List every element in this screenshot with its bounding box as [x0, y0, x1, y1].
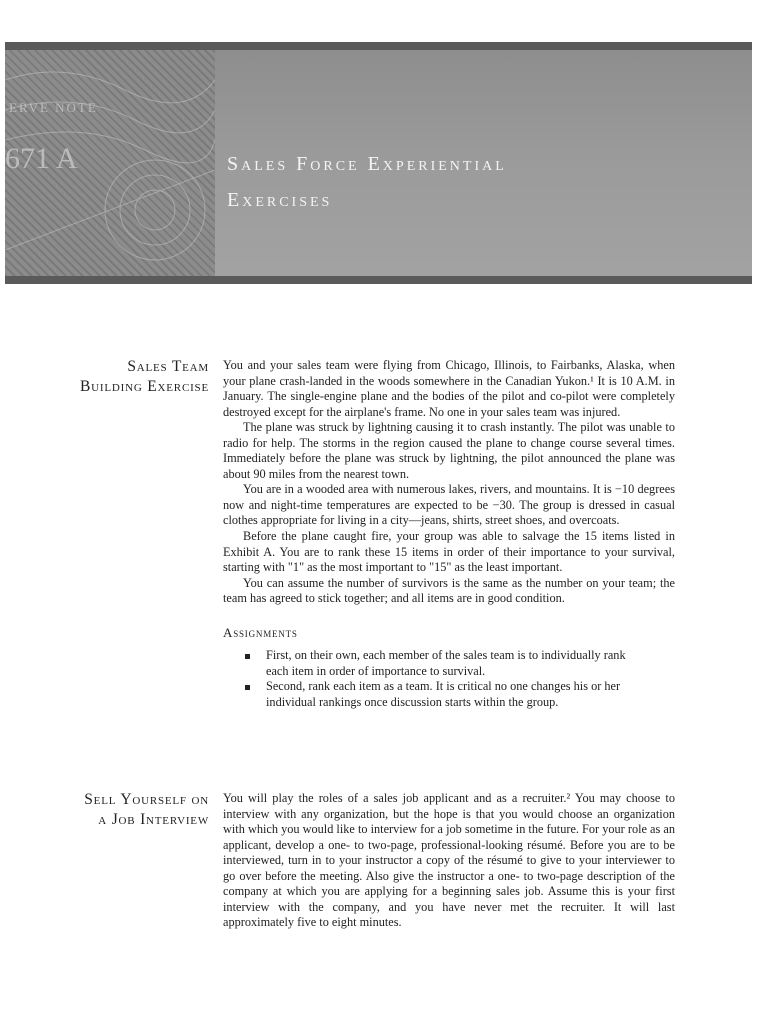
section-heading-line2: Building Exercise	[80, 378, 209, 395]
paragraph: Before the plane caught fire, your group was able to salvage the 15 items listed in Exhibit A. You are to rank these 15 items in order of their importance to your survival, starting with "1" as the most important to "15" as the least important.	[223, 529, 675, 575]
paragraph: You are in a wooded area with numerous lakes, rivers, and mountains. It is −10 degrees now and night-time temperatures are expected to be −30. The group is dressed in casual clothes appropriate for living in a city—jeans, shirts, street shoes, and overcoats.	[223, 482, 675, 528]
paragraph: You can assume the number of survivors is the same as the number on your team; the team has agreed to stick together; and all items are in good condition.	[223, 575, 675, 606]
chapter-banner	[5, 42, 752, 284]
section-heading-line1: Sales Team	[127, 358, 209, 375]
chapter-title-line2: Exercises	[227, 189, 333, 211]
banknote-pattern-icon	[5, 50, 215, 276]
assignments-heading: Assignments	[223, 624, 298, 640]
banner-currency-image	[5, 50, 215, 276]
bullet-icon	[245, 654, 250, 659]
section-body	[223, 791, 675, 931]
list-item	[223, 679, 675, 710]
paragraph: You and your sales team were flying from Chicago, Illinois, to Fairbanks, Alaska, when your plane crash-landed in the woods somewhere in the Canadian Yukon.¹ It is 10 A.M. in January. The single-engine plane and the bodies of the pilot and co-pilot were completely destroyed except for the airplane's frame. No one in your sales team was injured.	[223, 358, 675, 419]
paragraph: You will play the roles of a sales job applicant and as a recruiter.² You may choose to interview with any organization, but the hope is that you would choose an organization with which you would like to interview for a job sometime in the future. For your role as an applicant, develop a one- to two-page, professional-looking résumé. Before you are to be interviewed, turn in to your instructor a copy of the résumé to give to your interviewer to go over before the meeting. Also give the instructor a one- to two-page description of the company at which you are applying for a beginning sales job. Assume this is your first interview with the company, and you have never met the recruiter. It will last approximately five to eight minutes.	[223, 791, 675, 930]
list-item-text: Second, rank each item as a team. It is critical no one changes his or her individual rankings once discussion starts within the group.	[266, 679, 621, 709]
svg-text:671 A: 671 A	[5, 142, 78, 175]
assignments-list	[223, 648, 675, 710]
section-body	[223, 358, 675, 710]
section-heading-line2: a Job Interview	[98, 811, 209, 828]
svg-text:ERVE NOTE: ERVE NOTE	[9, 100, 98, 115]
banner-top-rule	[5, 42, 752, 50]
list-item-text: First, on their own, each member of the sales team is to individually rank each item in order of importance to survival.	[266, 648, 626, 678]
chapter-title-line1: Sales Force Experiential	[227, 153, 507, 175]
bullet-icon	[245, 685, 250, 690]
list-item	[223, 648, 675, 679]
banner-bottom-rule	[5, 276, 752, 284]
section-heading-line1: Sell Yourself on	[84, 791, 209, 808]
section-heading	[9, 790, 209, 830]
paragraph: The plane was struck by lightning causing it to crash instantly. The pilot was unable to radio for help. The storms in the region caused the plane to change course several times. Immediately before the plane was struck by lightning, the pilot announced the plane was about 90 miles from the nearest town.	[223, 420, 675, 481]
section-heading	[9, 357, 209, 397]
chapter-title	[227, 146, 727, 218]
